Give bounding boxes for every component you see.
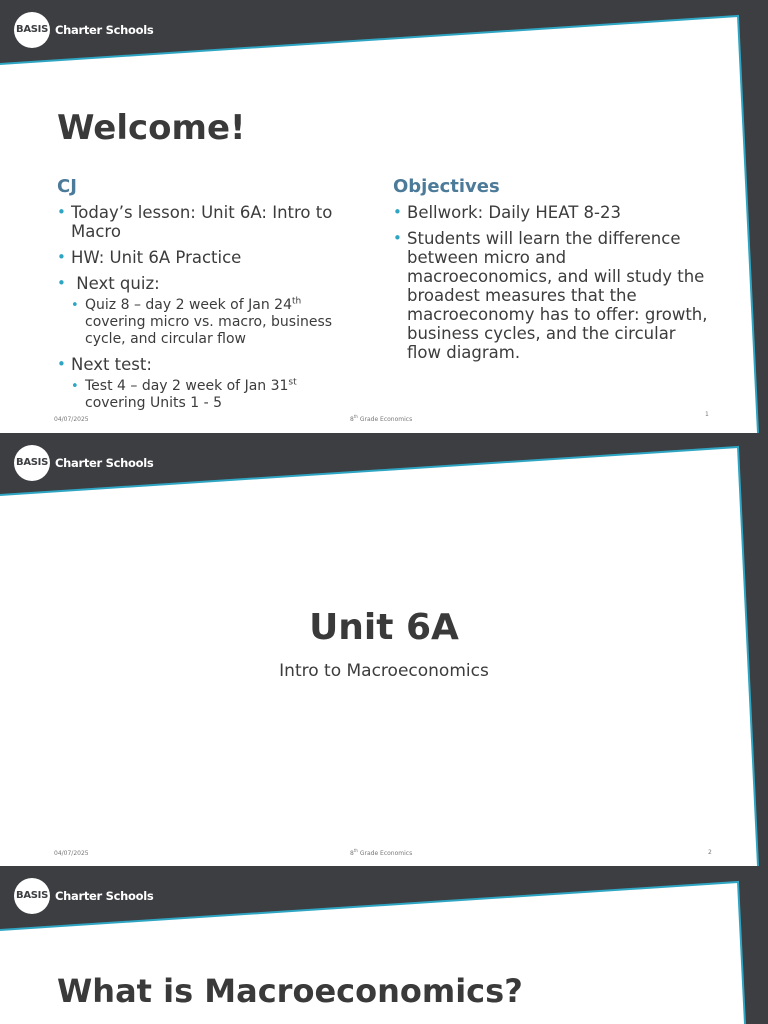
footer-page-number: 1 bbox=[705, 411, 709, 418]
bullet-text: Bellwork: Daily HEAT 8-23 bbox=[407, 203, 621, 222]
slide-subtitle: Intro to Macroeconomics bbox=[279, 661, 489, 681]
slide-title: What is Macroeconomics? bbox=[57, 972, 523, 1010]
bullet-text: Next test: bbox=[71, 355, 152, 374]
logo-text: Charter Schools bbox=[55, 888, 154, 903]
basis-logo bbox=[14, 444, 153, 481]
footer-date: 04/07/2025 bbox=[54, 416, 89, 423]
right-heading: Objectives bbox=[393, 176, 500, 197]
list-item bbox=[57, 274, 357, 348]
logo-mark: BASIS bbox=[14, 878, 50, 914]
slide-1 bbox=[0, 0, 768, 433]
quiz-sublist bbox=[71, 297, 357, 348]
footer-course bbox=[350, 850, 412, 857]
right-bullet-list bbox=[393, 203, 711, 369]
test-detail-text-cont: covering Units 1 - 5 bbox=[85, 395, 223, 411]
list-item bbox=[71, 297, 357, 348]
footer-course-sup: th bbox=[353, 414, 358, 419]
footer-page-number: 2 bbox=[708, 849, 712, 856]
list-item bbox=[57, 203, 357, 241]
list-item bbox=[71, 378, 357, 412]
quiz-detail-text-cont: covering micro vs. macro, business cycle, and circular flow bbox=[85, 314, 333, 347]
left-bullet-list bbox=[57, 203, 357, 419]
slide-3 bbox=[0, 866, 768, 1024]
test-date-suffix: st bbox=[288, 377, 297, 388]
quiz-detail-text: Quiz 8 – day 2 week of Jan 24 bbox=[85, 297, 292, 313]
slide-title: Welcome! bbox=[57, 108, 246, 148]
left-heading: CJ bbox=[57, 176, 77, 197]
list-item bbox=[393, 229, 711, 362]
slide-2 bbox=[0, 433, 768, 866]
test-sublist bbox=[71, 378, 357, 412]
list-item bbox=[57, 355, 357, 412]
list-item bbox=[57, 248, 357, 267]
footer-course-text: Grade Economics bbox=[357, 416, 413, 423]
slide-title: Unit 6A bbox=[309, 607, 459, 648]
logo-mark: BASIS bbox=[14, 12, 50, 48]
bullet-text: HW: Unit 6A Practice bbox=[71, 248, 242, 267]
bullet-text: Today’s lesson: Unit 6A: Intro to Macro bbox=[71, 203, 333, 241]
list-item bbox=[393, 203, 711, 222]
footer-course-num: 8 bbox=[350, 850, 354, 857]
logo-text: Charter Schools bbox=[55, 455, 154, 470]
footer-course-text: Grade Economics bbox=[357, 850, 413, 857]
slide-background bbox=[0, 433, 768, 866]
footer-date: 04/07/2025 bbox=[54, 850, 89, 857]
logo-text: Charter Schools bbox=[55, 22, 154, 37]
footer-course bbox=[350, 416, 412, 423]
basis-logo bbox=[14, 11, 153, 48]
footer-course-num: 8 bbox=[350, 416, 354, 423]
footer-course-sup: th bbox=[353, 848, 358, 853]
test-detail-text: Test 4 – day 2 week of Jan 31 bbox=[85, 378, 289, 394]
basis-logo bbox=[14, 877, 153, 914]
bullet-text: Next quiz: bbox=[71, 274, 160, 293]
bullet-text: Students will learn the difference between micro and macroeconomics, and will study the broadest measures that the macroeconomy has to offer: growth, business cycles, and the circular flow diagram. bbox=[407, 229, 708, 362]
logo-mark: BASIS bbox=[14, 445, 50, 481]
quiz-date-suffix: th bbox=[291, 296, 302, 307]
